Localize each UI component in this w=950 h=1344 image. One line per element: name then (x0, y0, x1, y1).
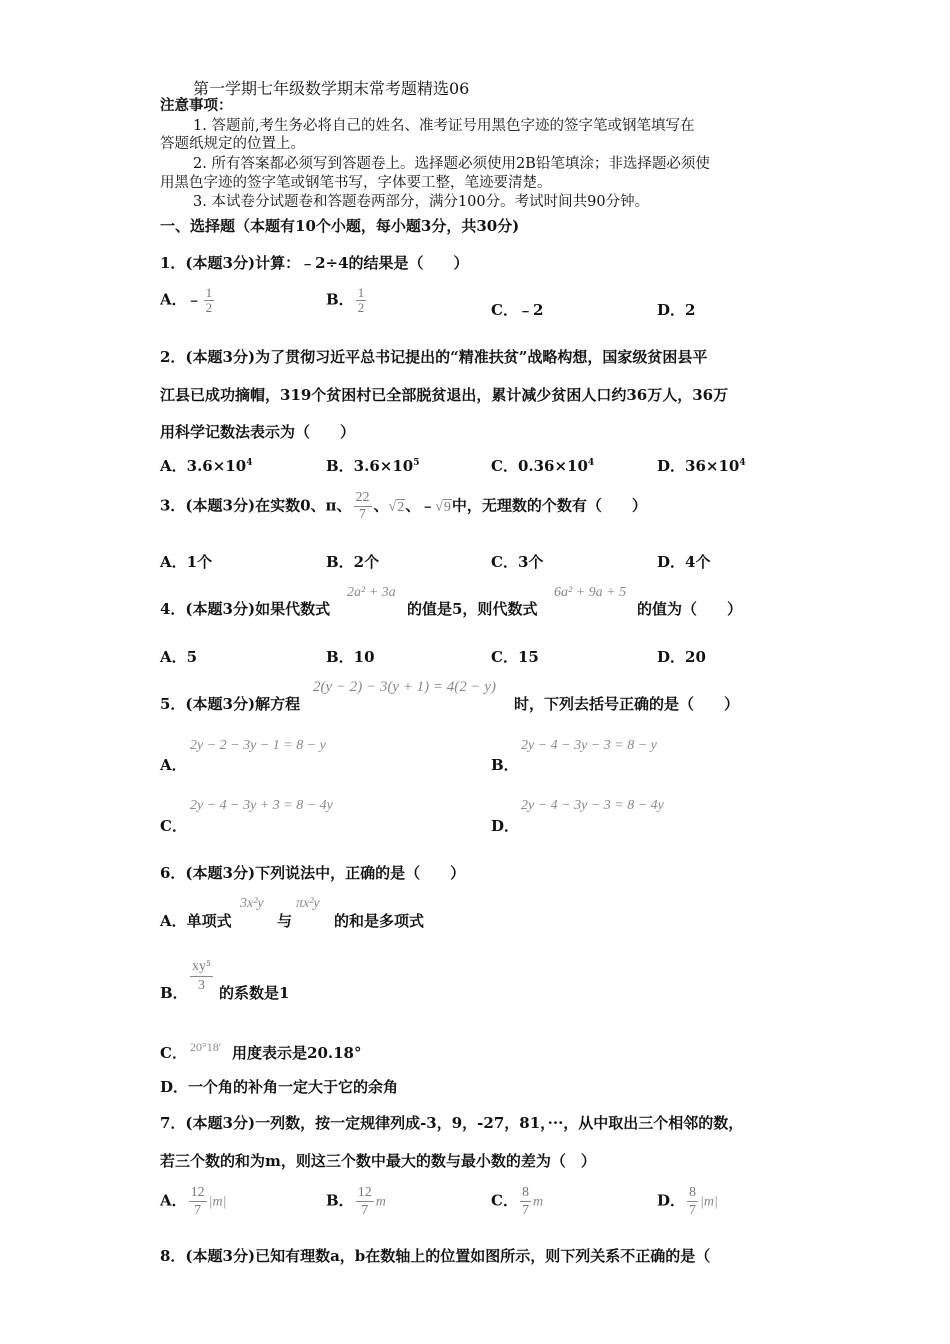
q8-stem: 8．(本题3分)已知有理数a，b在数轴上的位置如图所示，则下列关系不正确的是（ (160, 1247, 711, 1265)
q5-option-a[interactable]: A． (160, 756, 187, 774)
q6-b-fraction (188, 958, 215, 995)
q1-b-den: 2 (357, 300, 365, 315)
q1-a-label: A． (160, 290, 187, 309)
q4-post: 的值为（ ） (637, 600, 743, 618)
q7-option-a[interactable] (160, 1184, 226, 1219)
note-2-line-2: 用黑色字迹的签字笔或钢笔书写，字体要工整，笔迹要清楚。 (160, 175, 552, 191)
q5-option-c[interactable]: C． (160, 817, 187, 835)
q7-b-tail: m (375, 1194, 386, 1210)
q7-b-den: 7 (361, 1203, 369, 1218)
q7-c-tail: m (532, 1194, 544, 1210)
notes-heading: 注意事项： (160, 97, 233, 114)
q6-b-pre: B． (160, 984, 188, 1002)
q2-c-text: C．0.36×10 (491, 457, 588, 475)
q6-a-expr-1: 3x²y (240, 896, 264, 911)
q1-option-b[interactable] (326, 286, 368, 315)
q2-line-2: 江县已成功摘帽，319个贫困村已全部脱贫退出，累计减少贫困人口约36万人，36万 (160, 386, 729, 404)
q1-a-den: 2 (205, 300, 213, 315)
q1-option-a[interactable] (160, 286, 216, 315)
q6-a-expr-2: πx²y (296, 896, 320, 911)
q6-stem: 6．(本题3分)下列说法中，正确的是（ ） (160, 864, 466, 882)
q2-option-c[interactable] (491, 455, 594, 476)
q7-d-num: 8 (689, 1185, 697, 1200)
q6-option-a[interactable] (160, 910, 232, 931)
q2-option-b[interactable] (326, 455, 419, 476)
q5-d-equation: 2y − 4 − 3y − 3 = 8 − 4y (521, 798, 664, 813)
q5-pre: 5．(本题3分)解方程 (160, 695, 301, 713)
note-3: 3. 本试卷分试题卷和答题卷两部分，满分100分。考试时间共90分钟。 (193, 194, 650, 210)
q7-option-b[interactable] (326, 1184, 386, 1219)
note-1-line-1: 1. 答题前,考生务必将自己的姓名、准考证号用黑色字迹的签字笔或钢笔填写在 (193, 118, 695, 134)
q4-option-d[interactable]: D．20 (657, 648, 706, 666)
q7-d-fraction (687, 1184, 698, 1219)
q7-line-2: 若三个数的和为m，则这三个数中最大的数与最小数的差为（ ） (160, 1152, 596, 1170)
q7-a-den: 7 (194, 1203, 202, 1218)
q2-line-1: 2．(本题3分)为了贯彻习近平总书记提出的“精准扶贫”战略构想，国家级贫困县平 (160, 348, 708, 366)
q1-a-num: 1 (205, 285, 213, 300)
q4-mid: 的值是5，则代数式 (407, 600, 538, 618)
q3-option-c[interactable]: C．3个 (491, 553, 544, 571)
q7-d-tail: |m| (700, 1194, 718, 1210)
q6-option-b[interactable] (160, 982, 188, 1003)
q3-fraction (354, 490, 372, 523)
q4-option-b[interactable]: B．10 (326, 648, 375, 666)
q1-option-d[interactable]: D．2 (657, 301, 696, 319)
q6-option-d[interactable]: D．一个角的补角一定大于它的余角 (160, 1078, 399, 1096)
q3-frac-den: 7 (359, 507, 366, 522)
q5-b-equation: 2y − 4 − 3y − 3 = 8 − y (521, 738, 657, 753)
q4-expr-2: 6a² + 9a + 5 (554, 585, 627, 600)
q1-a-sign: ﹣ (186, 290, 202, 309)
q3-sep2: 、﹣ (405, 496, 436, 515)
q7-d-label: D． (657, 1191, 686, 1210)
q6-c-pre: C． (160, 1044, 187, 1062)
q7-b-label: B． (326, 1191, 354, 1210)
q3-radicand-2: 9 (443, 499, 451, 515)
q6-b-num: xy⁵ (190, 958, 213, 977)
note-1-line-2: 答题纸规定的位置上。 (160, 136, 305, 152)
q5-a-equation: 2y − 2 − 3y − 1 = 8 − y (190, 738, 326, 753)
q2-a-exp: 4 (246, 458, 253, 468)
q1-b-label: B． (326, 290, 354, 309)
q7-c-den: 7 (521, 1203, 529, 1218)
q7-line-1: 7．(本题3分)一列数，按一定规律列成-3，9，-27，81，···，从中取出三个相邻的数， (160, 1114, 744, 1132)
q4-option-a[interactable]: A．5 (160, 648, 198, 666)
q3-sqrt-9: √9 (435, 499, 451, 515)
q6-a-pre: A．单项式 (160, 912, 232, 930)
q7-b-num: 12 (357, 1185, 372, 1200)
q3-option-a[interactable]: A．1个 (160, 553, 213, 571)
q6-a-post: 的和是多项式 (334, 912, 425, 930)
page-title: 第一学期七年级数学期末常考题精选06 (193, 79, 470, 98)
q6-c-post: 用度表示是20.18° (232, 1044, 362, 1062)
q7-d-den: 7 (689, 1203, 697, 1218)
q4-expr-1: 2a² + 3a (347, 585, 396, 600)
q5-option-d[interactable]: D． (491, 817, 520, 835)
q3-frac-num: 22 (355, 490, 370, 505)
section-heading: 一、选择题（本题有10个小题，每小题3分，共30分) (160, 217, 520, 235)
q7-b-fraction (356, 1184, 374, 1219)
q2-option-d[interactable] (657, 455, 746, 476)
q1-option-c[interactable]: C．﹣2 (491, 301, 544, 319)
q2-line-3: 用科学记数法表示为（ ） (160, 423, 356, 441)
q1-b-num: 1 (357, 285, 365, 300)
q1-stem: 1．(本题3分)计算：﹣2÷4的结果是（ ） (160, 254, 469, 272)
note-2-line-1: 2. 所有答案都必须写到答题卷上。选择题必须使用2B铅笔填涂；非选择题必须使 (193, 156, 710, 172)
q7-a-fraction (189, 1184, 207, 1219)
q3-stem (160, 490, 647, 523)
q7-a-label: A． (160, 1191, 187, 1210)
q4-pre: 4．(本题3分)如果代数式 (160, 600, 331, 618)
q2-d-text: D．36×10 (657, 457, 740, 475)
q3-pre: 3．(本题3分)在实数0、π、 (160, 496, 352, 515)
q5-equation: 2(y − 2) − 3(y + 1) = 4(2 − y) (313, 679, 497, 695)
q7-c-fraction (520, 1184, 531, 1219)
q2-b-exp: 5 (413, 458, 420, 468)
q7-c-num: 8 (521, 1185, 529, 1200)
q2-b-text: B．3.6×10 (326, 457, 414, 475)
q5-option-b[interactable]: B． (491, 756, 519, 774)
q6-b-den: 3 (197, 978, 205, 993)
q6-c-expr: 20°18′ (190, 1040, 222, 1054)
q3-option-d[interactable]: D．4个 (657, 553, 711, 571)
q1-b-fraction (356, 286, 367, 315)
q2-c-exp: 4 (587, 458, 595, 468)
q6-b-post: 的系数是1 (219, 984, 290, 1002)
q3-post: 中，无理数的个数有（ ） (451, 496, 647, 515)
q7-a-tail: |m| (208, 1194, 227, 1210)
q7-c-label: C． (491, 1191, 518, 1210)
q7-option-d[interactable] (657, 1184, 718, 1219)
q2-option-a[interactable] (160, 455, 252, 476)
q5-post: 时，下列去括号正确的是（ ） (514, 695, 740, 713)
q2-a-text: A．3.6×10 (160, 457, 247, 475)
q3-sep1: 、 (373, 496, 389, 515)
q1-a-fraction (204, 286, 215, 315)
q6-option-c[interactable] (160, 1042, 187, 1063)
q3-sqrt-2: √2 (388, 499, 405, 515)
q6-a-mid: 与 (277, 912, 293, 930)
q7-a-num: 12 (190, 1185, 205, 1200)
q7-option-c[interactable] (491, 1184, 543, 1219)
q3-option-b[interactable]: B．2个 (326, 553, 380, 571)
q5-c-equation: 2y − 4 − 3y + 3 = 8 − 4y (190, 798, 333, 813)
q3-radicand-1: 2 (397, 499, 405, 515)
q4-option-c[interactable]: C．15 (491, 648, 539, 666)
q2-d-exp: 4 (739, 458, 746, 468)
